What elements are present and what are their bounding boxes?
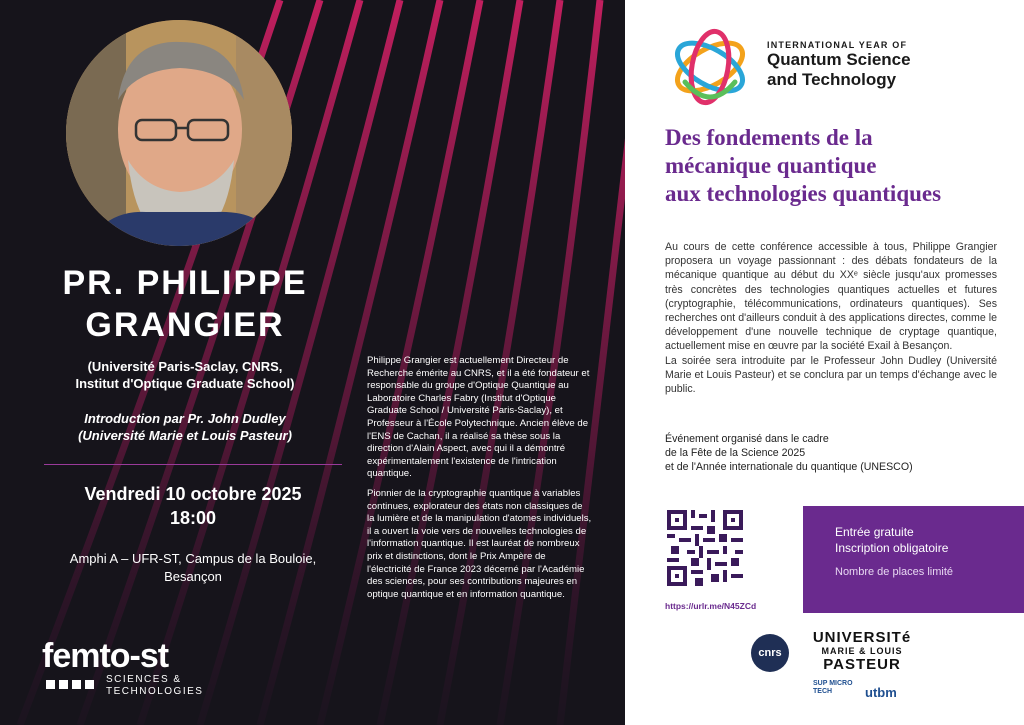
speaker-photo <box>66 20 292 246</box>
intro-line2: (Université Marie et Louis Pasteur) <box>78 428 292 443</box>
university-logo <box>803 630 921 673</box>
event-time: 18:00 <box>169 508 217 528</box>
organized-line3: et de l'Année internationale du quantique (UNESCO) <box>665 461 913 474</box>
organized-line1: Événement organisé dans le cadre <box>665 433 829 445</box>
bio-paragraph-1: Philippe Grangier est actuellement Directeur de Recherche émérite au CNRS, et il a été fondateur et responsable du groupe d'Optique Quantique au Laboratoire Charles Fabry (Institut d'Optique Graduate School / Université Paris-Saclay), et Professeur à l'École Polytechnique. Ancien élève de l'ENS de Cachan, il a réalisé sa thèse sous la direction d'Alain Aspect, avec qui il a démontré expérimentalement l'existence de l'intrication quantique. <box>367 355 590 480</box>
divider <box>44 464 342 465</box>
femto-st-tagline <box>106 674 203 698</box>
qr-url-link[interactable]: https://urlr.me/N45ZCd <box>665 601 757 611</box>
entry-free: Entrée gratuite <box>835 525 914 539</box>
entry-main <box>835 524 948 556</box>
speaker-name-line1: PR. PHILIPPE <box>62 264 308 302</box>
title-line3: aux technologies quantiques <box>665 181 942 206</box>
iyq-line2: Quantum Science <box>767 50 911 69</box>
univ-line2: MARIE & LOUIS <box>821 646 903 656</box>
speaker-name-line2: GRANGIER <box>85 306 285 344</box>
univ-line3: PASTEUR <box>823 656 901 673</box>
femto-sub1: SCIENCES & <box>106 674 182 685</box>
supmicrotech-logo: SUP MICRO TECH <box>813 680 853 695</box>
talk-title <box>665 124 1005 208</box>
bio-paragraph-2: Pionnier de la cryptographie quantique à variables continues, explorateur des états non classiques de la lumière et de la manipulation d'atomes individuels, il a ouvert la voie vers de nouvelles technologies de l'information quantique. Il est lauréat de nombreux prix et distinctions, dont le Prix Ampère de l'électricité de France 2023 décerné par l'Académie des sciences, pour ses contributions majeures en optique quantique et en information quantique. <box>367 487 592 600</box>
femto-dots-icon <box>46 676 98 694</box>
utbm-logo: utbm <box>865 685 897 700</box>
event-date: Vendredi 10 octobre 2025 <box>84 484 302 504</box>
speaker-bio <box>367 355 592 608</box>
iyq-title <box>767 40 911 90</box>
cnrs-logo: cnrs <box>751 634 789 672</box>
description-paragraph-1: Au cours de cette conférence accessible à tous, Philippe Grangier proposera un voyage passionnant : des débats fondateurs de la mécanique quantique au début du XXᵉ siècle jusqu'aux promesses très concrètes des technologies quantiques actuelles et futures (cryptographie, télécommunications, ordinateurs quantiques). Ses recherches ont d'ailleurs conduit à des applications directes, comme le développement d'une nouvelle technique de cryptage quantique, actuellement mise en œuvre par la société Exail à Besançon. <box>665 241 997 353</box>
title-line1: Des fondements de la <box>665 125 873 150</box>
right-panel <box>625 0 1024 725</box>
organized-line2: de la Fête de la Science 2025 <box>665 447 806 460</box>
event-venue <box>40 550 346 586</box>
femto-st-logo <box>42 638 202 704</box>
speaker-name <box>40 262 330 346</box>
talk-description <box>665 240 997 396</box>
entry-limited: Nombre de places limité <box>835 566 953 578</box>
title-line2: mécanique quantique <box>665 153 877 178</box>
description-paragraph-2: La soirée sera introduite par le Professeur John Dudley (Université Marie et Louis Pasteur) et se conclura par un temps d'échange avec le public. <box>665 354 997 396</box>
univ-line1: UNIVERSITé <box>812 629 912 646</box>
introduction <box>40 410 330 444</box>
iyq-knot-icon <box>665 22 755 112</box>
qr-code-icon[interactable] <box>667 510 743 586</box>
speaker-portrait-image <box>66 20 292 246</box>
entry-info-box <box>803 506 1024 613</box>
speaker-affiliation <box>40 358 330 392</box>
affiliation-line1: (Université Paris-Saclay, CNRS, <box>87 359 283 374</box>
affiliation-line2: Institut d'Optique Graduate School) <box>75 376 295 391</box>
femto-sub2: TECHNOLOGIES <box>106 686 204 697</box>
organization-note <box>665 432 997 475</box>
venue-line1: Amphi A – UFR-ST, Campus de la Bouloie, <box>69 551 317 566</box>
intro-line1: Introduction par Pr. John Dudley <box>84 411 286 426</box>
entry-registration: Inscription obligatoire <box>835 541 949 555</box>
event-datetime <box>40 482 346 530</box>
femto-st-wordmark: femto-st <box>42 637 169 675</box>
iyq-line3: and Technology <box>767 70 897 89</box>
venue-line2: Besançon <box>164 569 222 584</box>
iyq-line1: INTERNATIONAL YEAR OF <box>767 40 908 50</box>
